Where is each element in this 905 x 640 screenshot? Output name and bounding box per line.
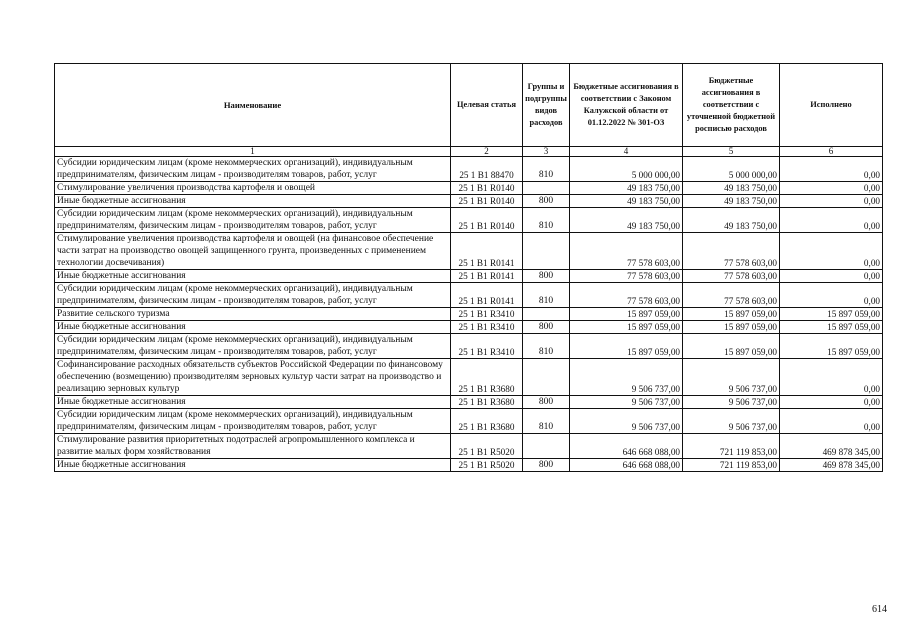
row-name: Субсидии юридическим лицам (кроме некоммерческих организаций), индивидуальным предпринимателям, физическим лицам - производителям товаров, работ, услуг	[55, 208, 451, 233]
target-article-cell: 25 1 B1 R5020	[451, 459, 523, 472]
executed-cell: 15 897 059,00	[780, 308, 883, 321]
table-row	[55, 308, 883, 321]
executed-cell: 469 878 345,00	[780, 434, 883, 459]
header-law-allocations: Бюджетные ассигнования в соответствии с Законом Калужской области от 01.12.2022 № 301-ОЗ	[570, 64, 683, 147]
expense-group-cell	[523, 233, 570, 270]
col-number: 4	[570, 147, 683, 157]
table-row	[55, 434, 883, 459]
expense-group-cell: 800	[523, 195, 570, 208]
executed-cell: 15 897 059,00	[780, 334, 883, 359]
row-name: Субсидии юридическим лицам (кроме некоммерческих организаций), индивидуальным предпринимателям, физическим лицам - производителям товаров, работ, услуг	[55, 409, 451, 434]
expense-group-cell	[523, 308, 570, 321]
law-allocation-cell: 9 506 737,00	[570, 409, 683, 434]
revised-allocation-cell: 77 578 603,00	[683, 283, 780, 308]
expense-group-cell: 800	[523, 321, 570, 334]
law-allocation-cell: 9 506 737,00	[570, 396, 683, 409]
col-number: 3	[523, 147, 570, 157]
expense-group-cell: 800	[523, 459, 570, 472]
row-name: Иные бюджетные ассигнования	[55, 270, 451, 283]
row-name: Иные бюджетные ассигнования	[55, 321, 451, 334]
law-allocation-cell: 49 183 750,00	[570, 208, 683, 233]
executed-cell: 469 878 345,00	[780, 459, 883, 472]
expense-group-cell: 810	[523, 334, 570, 359]
expense-group-cell	[523, 359, 570, 396]
executed-cell: 0,00	[780, 233, 883, 270]
target-article-cell: 25 1 B1 R0141	[451, 283, 523, 308]
header-target-article: Целевая статья	[451, 64, 523, 147]
table-row	[55, 321, 883, 334]
revised-allocation-cell: 77 578 603,00	[683, 270, 780, 283]
revised-allocation-cell: 5 000 000,00	[683, 157, 780, 182]
expense-group-cell: 810	[523, 409, 570, 434]
revised-allocation-cell: 721 119 853,00	[683, 459, 780, 472]
expense-group-cell: 810	[523, 208, 570, 233]
revised-allocation-cell: 9 506 737,00	[683, 409, 780, 434]
target-article-cell: 25 1 B1 R3680	[451, 396, 523, 409]
law-allocation-cell: 77 578 603,00	[570, 233, 683, 270]
revised-allocation-cell: 49 183 750,00	[683, 182, 780, 195]
table-row	[55, 195, 883, 208]
executed-cell: 0,00	[780, 359, 883, 396]
table-row	[55, 283, 883, 308]
executed-cell: 0,00	[780, 208, 883, 233]
table-row	[55, 359, 883, 396]
executed-cell: 0,00	[780, 409, 883, 434]
table-body	[55, 157, 883, 472]
col-number: 5	[683, 147, 780, 157]
revised-allocation-cell: 15 897 059,00	[683, 334, 780, 359]
target-article-cell: 25 1 B1 R5020	[451, 434, 523, 459]
page-number: 614	[872, 604, 887, 615]
law-allocation-cell: 15 897 059,00	[570, 308, 683, 321]
executed-cell: 0,00	[780, 157, 883, 182]
expense-group-cell: 810	[523, 283, 570, 308]
executed-cell: 0,00	[780, 396, 883, 409]
expense-group-cell: 800	[523, 396, 570, 409]
revised-allocation-cell: 721 119 853,00	[683, 434, 780, 459]
table-row	[55, 208, 883, 233]
row-name: Субсидии юридическим лицам (кроме некоммерческих организаций), индивидуальным предпринимателям, физическим лицам - производителям товаров, работ, услуг	[55, 283, 451, 308]
revised-allocation-cell: 15 897 059,00	[683, 321, 780, 334]
expense-group-cell	[523, 182, 570, 195]
target-article-cell: 25 1 B1 R0140	[451, 182, 523, 195]
revised-allocation-cell: 15 897 059,00	[683, 308, 780, 321]
table-row	[55, 270, 883, 283]
row-name: Софинансирование расходных обязательств субъектов Российской Федерации по финансовому обеспечению (возмещению) производителям зерновых культур части затрат на производство и реализацию зерновых культур	[55, 359, 451, 396]
row-name: Субсидии юридическим лицам (кроме некоммерческих организаций), индивидуальным предпринимателям, физическим лицам - производителям товаров, работ, услуг	[55, 157, 451, 182]
law-allocation-cell: 5 000 000,00	[570, 157, 683, 182]
table-row	[55, 334, 883, 359]
header-revised-allocations: Бюджетные ассигнования в соответствии с уточненной бюджетной росписью расходов	[683, 64, 780, 147]
row-name: Развитие сельского туризма	[55, 308, 451, 321]
executed-cell: 15 897 059,00	[780, 321, 883, 334]
target-article-cell: 25 1 B1 R0140	[451, 195, 523, 208]
row-name: Иные бюджетные ассигнования	[55, 195, 451, 208]
header-name: Наименование	[55, 64, 451, 147]
revised-allocation-cell: 9 506 737,00	[683, 396, 780, 409]
revised-allocation-cell: 77 578 603,00	[683, 233, 780, 270]
budget-table	[54, 63, 883, 472]
col-number: 2	[451, 147, 523, 157]
col-number: 1	[55, 147, 451, 157]
executed-cell: 0,00	[780, 270, 883, 283]
law-allocation-cell: 49 183 750,00	[570, 195, 683, 208]
law-allocation-cell: 9 506 737,00	[570, 359, 683, 396]
executed-cell: 0,00	[780, 182, 883, 195]
table-row	[55, 409, 883, 434]
executed-cell: 0,00	[780, 283, 883, 308]
row-name: Субсидии юридическим лицам (кроме некоммерческих организаций), индивидуальным предпринимателям, физическим лицам - производителям товаров, работ, услуг	[55, 334, 451, 359]
target-article-cell: 25 1 B1 88470	[451, 157, 523, 182]
table-row	[55, 157, 883, 182]
expense-group-cell	[523, 434, 570, 459]
law-allocation-cell: 15 897 059,00	[570, 321, 683, 334]
target-article-cell: 25 1 B1 R0140	[451, 208, 523, 233]
expense-group-cell: 800	[523, 270, 570, 283]
target-article-cell: 25 1 B1 R3410	[451, 334, 523, 359]
law-allocation-cell: 646 668 088,00	[570, 434, 683, 459]
revised-allocation-cell: 9 506 737,00	[683, 359, 780, 396]
header-expense-groups: Группы и подгруппы видов расходов	[523, 64, 570, 147]
law-allocation-cell: 646 668 088,00	[570, 459, 683, 472]
header-executed: Исполнено	[780, 64, 883, 147]
law-allocation-cell: 15 897 059,00	[570, 334, 683, 359]
target-article-cell: 25 1 B1 R3410	[451, 308, 523, 321]
revised-allocation-cell: 49 183 750,00	[683, 208, 780, 233]
law-allocation-cell: 77 578 603,00	[570, 270, 683, 283]
col-number: 6	[780, 147, 883, 157]
table-row	[55, 396, 883, 409]
law-allocation-cell: 77 578 603,00	[570, 283, 683, 308]
target-article-cell: 25 1 B1 R0141	[451, 270, 523, 283]
table-row	[55, 182, 883, 195]
expense-group-cell: 810	[523, 157, 570, 182]
executed-cell: 0,00	[780, 195, 883, 208]
row-name: Стимулирование развития приоритетных подотраслей агропромышленного комплекса и развитие малых форм хозяйствования	[55, 434, 451, 459]
row-name: Стимулирование увеличения производства картофеля и овощей (на финансовое обеспечение части затрат на производство овощей защищенного грунта, произведенных с применением технологии досвечивания)	[55, 233, 451, 270]
table-row	[55, 233, 883, 270]
target-article-cell: 25 1 B1 R3680	[451, 359, 523, 396]
law-allocation-cell: 49 183 750,00	[570, 182, 683, 195]
row-name: Иные бюджетные ассигнования	[55, 459, 451, 472]
row-name: Иные бюджетные ассигнования	[55, 396, 451, 409]
table-row	[55, 459, 883, 472]
target-article-cell: 25 1 B1 R3680	[451, 409, 523, 434]
row-name: Стимулирование увеличения производства картофеля и овощей	[55, 182, 451, 195]
revised-allocation-cell: 49 183 750,00	[683, 195, 780, 208]
target-article-cell: 25 1 B1 R0141	[451, 233, 523, 270]
target-article-cell: 25 1 B1 R3410	[451, 321, 523, 334]
